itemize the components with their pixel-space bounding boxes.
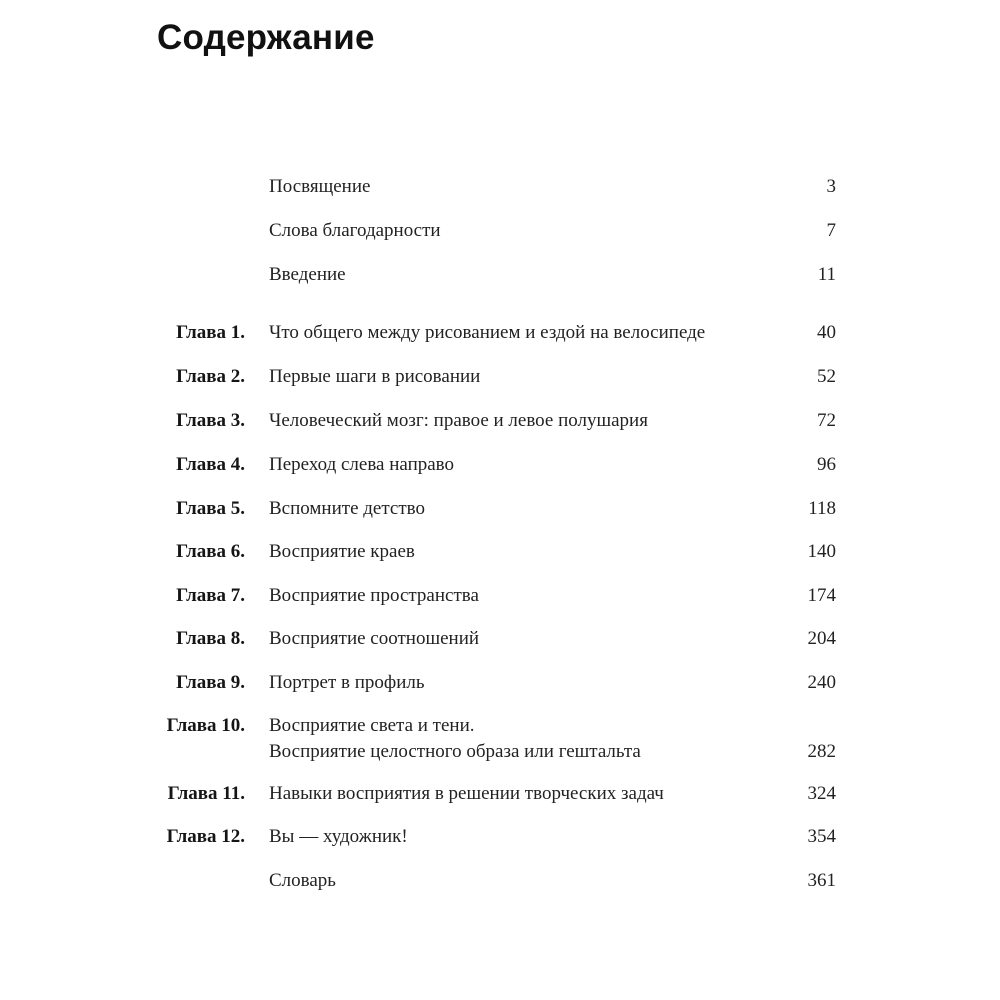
- toc-entry-glossary[interactable]: [150, 868, 836, 894]
- chapter-label: Глава 10.: [166, 715, 245, 736]
- toc-entry-title: Словарь: [269, 870, 336, 891]
- toc-entry-page: 11: [817, 264, 836, 285]
- toc-entry-page: 40: [817, 322, 836, 343]
- toc-entry-title: Слова благодарности: [269, 220, 441, 241]
- toc-entry-chapter-3[interactable]: [150, 408, 836, 434]
- toc-entry-chapter-8[interactable]: [150, 626, 836, 652]
- toc-entry-title: Первые шаги в рисовании: [269, 366, 481, 387]
- toc-entry-page: 354: [807, 826, 836, 847]
- chapter-label: Глава 8.: [176, 628, 245, 649]
- toc-entry-chapter-5[interactable]: [150, 496, 836, 522]
- toc-entry-page: 204: [807, 628, 836, 649]
- chapter-label: Глава 9.: [176, 672, 245, 693]
- toc-entry-title: Человеческий мозг: правое и левое полушария: [269, 410, 648, 431]
- chapter-label: Глава 7.: [176, 585, 245, 606]
- toc-entry-title: Переход слева направо: [269, 454, 455, 475]
- toc-entry-title-line-1: Восприятие света и тени.: [269, 715, 475, 736]
- toc-entry-chapter-11[interactable]: [150, 781, 836, 807]
- toc-entry-acknowledgements[interactable]: [150, 218, 836, 244]
- toc-entry-chapter-6[interactable]: [150, 539, 836, 565]
- toc-entry-chapter-10[interactable]: [150, 713, 836, 765]
- chapter-label: Глава 12.: [166, 826, 245, 847]
- toc-entry-chapter-9[interactable]: [150, 670, 836, 696]
- toc-entry-title: Восприятие пространства: [269, 585, 479, 606]
- chapter-label: Глава 11.: [167, 783, 245, 804]
- toc-entry-title: Что общего между рисованием и ездой на велосипеде: [269, 322, 706, 343]
- toc-entry-title: Портрет в профиль: [269, 672, 425, 693]
- toc-entry-title-line-2: Восприятие целостного образа или гештальта: [269, 741, 641, 762]
- toc-entry-page: 3: [826, 176, 836, 197]
- chapter-label: Глава 5.: [176, 498, 245, 519]
- toc-entry-page: 240: [807, 672, 836, 693]
- toc-entry-chapter-4[interactable]: [150, 452, 836, 478]
- chapter-label: Глава 3.: [176, 410, 245, 431]
- toc-entry-chapter-2[interactable]: [150, 364, 836, 390]
- toc-entry-page: 72: [817, 410, 836, 431]
- toc-entry-title: Посвящение: [269, 176, 371, 197]
- toc-entry-title: Введение: [269, 264, 346, 285]
- toc-entry-dedication[interactable]: [150, 174, 836, 200]
- chapter-label: Глава 4.: [176, 454, 245, 475]
- chapter-label: Глава 1.: [176, 322, 245, 343]
- toc-entry-title: [269, 713, 769, 765]
- toc-entry-chapter-12[interactable]: [150, 824, 836, 850]
- toc-entry-page: 7: [826, 220, 836, 241]
- toc-entry-title: Вспомните детство: [269, 498, 425, 519]
- toc-entry-chapter-1[interactable]: [150, 320, 836, 346]
- toc-entry-introduction[interactable]: [150, 262, 836, 288]
- toc-entry-page: 118: [808, 498, 836, 519]
- toc-entry-title: Вы — художник!: [269, 826, 408, 847]
- page-title: Содержание: [157, 18, 375, 57]
- toc-entry-title: Навыки восприятия в решении творческих задач: [269, 783, 664, 804]
- toc-entry-page: 324: [807, 783, 836, 804]
- chapter-label: Глава 6.: [176, 541, 245, 562]
- toc-entry-page: 52: [817, 366, 836, 387]
- toc-entry-page: 361: [807, 870, 836, 891]
- toc-entry-chapter-7[interactable]: [150, 583, 836, 609]
- chapter-label: Глава 2.: [176, 366, 245, 387]
- toc-entry-page: 140: [807, 541, 836, 562]
- toc-entry-title: Восприятие соотношений: [269, 628, 480, 649]
- toc-entry-page: 174: [807, 585, 836, 606]
- toc-entry-page: 282: [807, 741, 836, 762]
- toc-entry-title: Восприятие краев: [269, 541, 415, 562]
- toc-entry-page: 96: [817, 454, 836, 475]
